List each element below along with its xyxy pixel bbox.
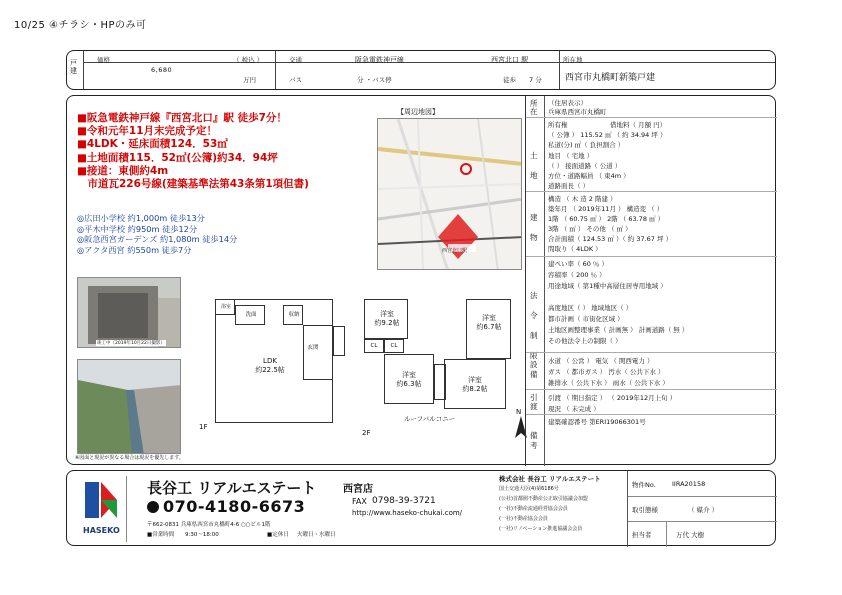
spec-current: 現況 （ 未完成 ） — [548, 405, 600, 413]
fax-number: 0798-39-3721 — [372, 496, 436, 506]
staff-label: 担当者 — [632, 531, 652, 539]
spec-private-road: 私道(分) ㎡（ 負担割合 ） — [548, 141, 625, 149]
spec-table — [525, 96, 777, 466]
spec-layout: 間取り（ 4LDK ） — [548, 245, 602, 253]
nearby-list — [77, 213, 237, 255]
spec-location: （住居表示） — [548, 99, 587, 107]
balcony-label: ルーフバルコニー — [404, 415, 456, 423]
hours-label: ■営業時間 — [147, 532, 175, 538]
spec-deliver: 引渡 （ 期日指定 ） （ 2019年12月上旬 ） — [548, 394, 677, 402]
license-block — [499, 474, 611, 532]
highlight-item: 市道瓦226号線(建築基準法第43条第1項但書) — [77, 178, 309, 191]
staff-name: 万代 大樹 — [676, 531, 705, 539]
company-name: 長谷工 リアルエステート — [147, 479, 317, 497]
spec-land-label: 土地 — [530, 151, 538, 180]
association: (一社)不動産協会会員 — [499, 516, 548, 522]
price-label: 価格 — [97, 56, 110, 64]
trade-label: 取引態様 — [632, 506, 658, 514]
spec-direction: 方位・道路幅員 （ 東4m ） — [548, 172, 630, 180]
hours-value: 9:30～18:00 — [185, 532, 219, 538]
nearby-item: ◎阪急西宮ガーデンズ 約1,080m 徒歩14分 — [77, 234, 238, 244]
walk-label: 徒歩 — [503, 76, 516, 84]
spec-height: 高度地区（ ） 地域地区（ ） — [548, 304, 633, 312]
spec-lease: 借地料（ 月額 円） — [610, 121, 667, 129]
spec-city-plan: 都市計画（ 市街化区域 ） — [548, 315, 624, 323]
spec-building-label: 建物 — [530, 213, 538, 242]
spec-infra-label: 設備 — [530, 360, 538, 379]
spec-built: 築年月 （ 2019年11月 ） 構造変 （ ） — [548, 205, 664, 213]
highlight-list — [77, 112, 309, 191]
spec-chimoku: 地目 （ 宅地 ） — [548, 152, 594, 160]
room3-label: 洋室 約6.3帖 — [396, 371, 422, 388]
property-no-label: 物件No. — [632, 481, 656, 489]
cl-label: CL — [370, 343, 378, 349]
nearby-item: ◎広田小学校 約1,000m 徒歩13分 — [77, 213, 205, 223]
association: (一社)不動産流通経営協会会員 — [499, 506, 568, 512]
association: (一社)リノベーション推進協議会会員 — [499, 526, 583, 532]
spec-floor3: 3階 （ ㎡ ） その他 （ ㎡ ） — [548, 225, 632, 233]
property-info — [627, 471, 777, 547]
spec-law-label: 法令制限 — [530, 291, 538, 360]
website-link[interactable]: http://www.haseko-chukai.com/ — [352, 509, 463, 517]
spec-readjust: 土地区画整理事業（ 計画無 ） 計画道路（ 無 ） — [548, 326, 689, 334]
floorplan-2f — [354, 294, 522, 459]
spec-gas: ガス （ 都市ガス ） 汚水（ 公共下水 ） — [548, 368, 665, 376]
room1-label: 洋室 約9.2帖 — [374, 310, 400, 327]
top-note: 10/25 ④チラシ・HPのみ可 — [14, 20, 147, 31]
company-address: 〒662-0831 兵庫県西宮市丸橋町4-6 ○○ビル1階 — [147, 522, 271, 528]
highlight-item: ■阪急電鉄神戸線『西宮北口』駅 徒歩7分！ — [77, 112, 287, 124]
main-box — [66, 95, 776, 465]
header-box — [66, 50, 776, 90]
logo-text: HASEKO — [83, 526, 120, 535]
wash-label: 洗面 — [245, 312, 257, 318]
spec-setback: （ ） 接面道路（ 公道 ） — [548, 162, 622, 170]
association: (公社)首都圏不動産公正取引協議会加盟 — [499, 496, 588, 502]
line-name: 阪急電鉄神戸線 — [355, 56, 404, 64]
spec-structure: 構造 （ 木 造 2 階建 ） — [548, 195, 617, 203]
map-station-label: 西宮北口駅 — [442, 248, 468, 254]
highlight-item: ■土地面積115．52㎡(公簿)約34．94坪 — [77, 151, 278, 164]
photo-caption: 竣工中（2019年10月22日撮影） — [97, 341, 165, 346]
location-value: 西宮市丸橋町新築戸建 — [565, 73, 656, 83]
spec-coverage: 建ぺい率（ 60 ％ ） — [548, 260, 608, 268]
bath-label: 浴室 — [220, 304, 231, 310]
ldk-label: LDK 約22.5帖 — [255, 357, 285, 374]
floorplan-1f — [195, 281, 365, 456]
highlight-item: ■4LDK・延床面積124．53㎡ — [77, 138, 228, 151]
property-no: IIRA20158 — [672, 480, 706, 488]
walk-text: 7 分 — [529, 76, 542, 84]
spec-location-label: 所在 — [530, 99, 538, 116]
north-label: N — [516, 408, 522, 416]
spec-road-contact: 道路面長（ ） — [548, 182, 590, 190]
license-number: 国土交通大臣(4)第6186号 — [499, 486, 559, 492]
storage-label: 収納 — [288, 312, 300, 318]
nearby-item: ◎アクタ西宮 約550m 徒歩7分 — [77, 244, 192, 255]
spec-address: 兵庫県西宮市丸橋町 — [548, 108, 607, 116]
price-unit: 万円 — [243, 76, 256, 84]
fax-label: FAX — [352, 497, 367, 506]
holiday-label: ■定休日 — [267, 532, 289, 538]
room4-label: 洋室 約8.2帖 — [462, 376, 488, 393]
spec-floor1: 1階 （ 60.75 ㎡ ） 2階 （ 63.78 ㎡ ） — [548, 215, 665, 223]
branch-name: 西宮店 — [343, 484, 373, 495]
area-map — [377, 118, 522, 270]
trade-value: （ 媒介 ） — [688, 506, 719, 514]
phone-icon — [147, 501, 159, 513]
bus-text: 分 ・バス停 — [357, 76, 392, 84]
kind-label: 戸建 — [70, 59, 77, 75]
spec-water: 水道 （ 公営 ） 電気 （ 関西電力 ） — [548, 357, 654, 365]
station-name: 西宮北口 駅 — [491, 56, 529, 64]
spec-other-law: その他法令上の制限（ ） — [548, 337, 622, 345]
building-photo — [77, 277, 181, 348]
floor1-label: 1F — [199, 423, 208, 431]
hall-label: 玄関 — [307, 345, 319, 351]
spec-deliver-label: 引渡 — [530, 393, 538, 411]
location-label: 所在地 — [563, 56, 583, 64]
spec-zone: 用途地域（ 第1種中高層住居専用地域 ） — [548, 282, 667, 290]
spec-far: 容積率（ 200 ％ ） — [548, 271, 606, 279]
nearby-item: ◎平木中学校 約950m 徒歩12分 — [77, 223, 198, 234]
spec-total: 合計面積（ 124.53 ㎡ ）（ 約 37.67 坪 ） — [548, 235, 673, 243]
floor2-label: 2F — [362, 429, 371, 437]
tel-number: 070-4180-6673 — [163, 497, 306, 516]
map-title: 【周辺地図】 — [397, 108, 439, 116]
spec-drain: 雑排水（ 公共下水 ） 雨水（ 公共下水 ） — [548, 379, 669, 387]
tax-label: （ 税込 ） — [233, 56, 264, 64]
bus-label: バス — [289, 76, 302, 84]
spec-area: （ 公簿 ） 115.52 ㎡ （ 約 34.94 坪 ） — [548, 131, 667, 139]
disclaimer: ※図面と現況が異なる場合は現況を優先します。 — [75, 455, 184, 461]
spec-rights: 所有権 — [548, 121, 568, 129]
company-logo — [75, 476, 127, 542]
room2-label: 洋室 約6.7帖 — [476, 314, 502, 331]
highlight-item: ■接道：東側約4m — [77, 164, 169, 177]
transport-label: 交通 — [289, 56, 302, 64]
price-value: 6,680 — [151, 66, 173, 74]
spec-confirm: 建築確認番号 第ERI19066301号 — [548, 418, 646, 426]
license-company: 株式会社 長谷工 リアルエステート — [499, 475, 601, 483]
cl-label: CL — [390, 343, 398, 349]
highlight-item: ■令和元年11月末完成予定！ — [77, 125, 218, 138]
spec-note-label: 備考 — [530, 431, 538, 450]
footer-box — [66, 470, 776, 546]
street-photo — [77, 359, 181, 454]
holiday-value: 火曜日・水曜日 — [297, 532, 336, 538]
